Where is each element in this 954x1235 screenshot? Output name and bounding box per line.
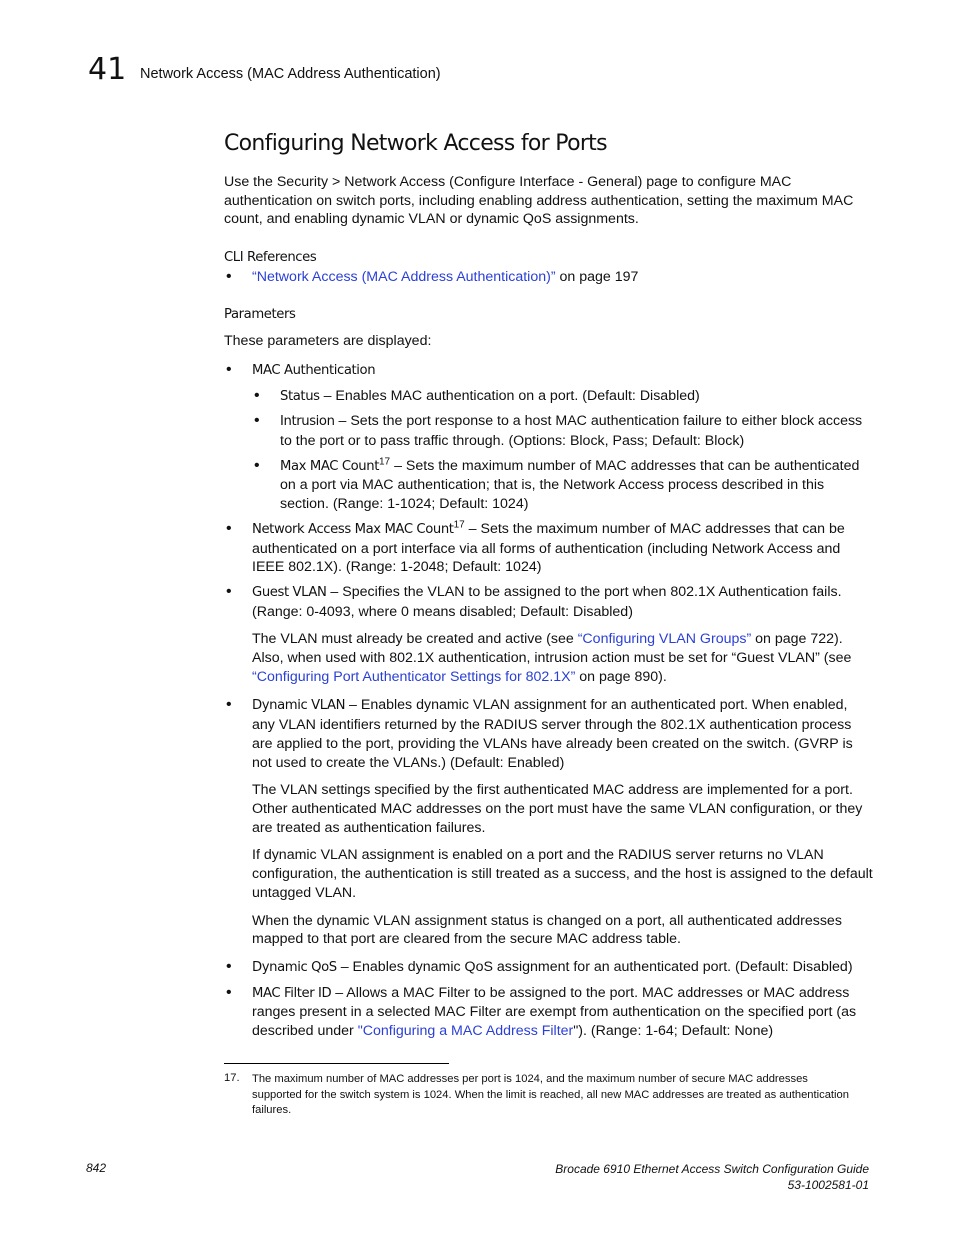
- section-title: Configuring Network Access for Ports: [224, 131, 607, 156]
- page-number: 842: [86, 1161, 107, 1175]
- param-network-access-max-mac-count: [224, 520, 874, 577]
- term-dynamic-qos: Dynamic QoS: [252, 959, 337, 975]
- term-mac-authentication: MAC Authentication: [252, 362, 376, 378]
- param-max-mac-count: [252, 457, 874, 514]
- param-mac-filter-id: [224, 984, 874, 1041]
- term-network-access-max-mac-count: Network Access Max MAC Count: [252, 521, 454, 537]
- link-configuring-vlan-groups[interactable]: “Configuring VLAN Groups”: [577, 631, 752, 648]
- max-mac-count-desc: – Sets the maximum number of MAC addresses that can be authenticated on a port via MAC authentication; that is, the Network Access process described in this section. (Range: 1-1024; Default: 1024): [280, 457, 860, 513]
- footnote-ref: 17: [379, 456, 391, 467]
- parameters-list: [224, 361, 874, 1041]
- dynamic-vlan-paragraph: The VLAN settings specified by the first authenticated MAC address are implemented for a port. Other authenticated MAC addresses on the port must have the same VLAN configuration, or they are treated as authentication failures.: [252, 782, 863, 836]
- dynamic-vlan-desc: – Enables dynamic VLAN assignment for an authenticated port. When enabled, any VLAN identifiers returned by the RADIUS server through the 802.1X authentication process are applied to the port, providing the VLANs have already been created on the switch. (GVRP is not used to create the VLANs.) (Default: Enabled): [252, 697, 853, 771]
- guest-vlan-note: [252, 630, 874, 686]
- link-configuring-mac-address-filter[interactable]: "Configuring a MAC Address Filter: [357, 1023, 574, 1040]
- main-content: [224, 173, 874, 1041]
- parameters-lead: These parameters are displayed:: [224, 333, 432, 350]
- param-status: [252, 387, 874, 407]
- parameters-heading: Parameters: [224, 306, 296, 322]
- term-mac-filter-id: MAC Filter ID: [252, 985, 332, 1001]
- book-title: Brocade 6910 Ethernet Access Switch Configuration Guide: [555, 1162, 869, 1176]
- mac-filter-desc: – Allows a MAC Filter to be assigned to the port. MAC addresses or MAC address ranges present in a selected MAC Filter are exempt from authentication on the specified port (as described under: [252, 984, 857, 1040]
- param-dynamic-qos: [224, 958, 874, 978]
- param-intrusion: [252, 412, 874, 450]
- footnote-divider: [224, 1063, 449, 1064]
- cli-reference-suffix: on page 197: [555, 268, 639, 285]
- intrusion-desc: – Sets the port response to a host MAC authentication failure to either block access to the port or to pass traffic through. (Options: Block, Pass; Default: Block): [280, 413, 863, 450]
- param-guest-vlan: [224, 583, 874, 687]
- doc-number: 53-1002581-01: [787, 1178, 869, 1192]
- term-status: Status: [280, 388, 320, 404]
- cli-references-heading: CLI References: [224, 250, 317, 266]
- note-text: The VLAN must already be created and active (see: [252, 631, 578, 648]
- dynamic-qos-desc: – Enables dynamic QoS assignment for an authenticated port. (Default: Disabled): [336, 958, 853, 975]
- dynamic-vlan-paragraph: When the dynamic VLAN assignment status is changed on a port, all authenticated addresses mapped to that port are cleared from the secure MAC address table.: [252, 912, 842, 948]
- chapter-number: 41: [88, 52, 127, 87]
- footnote-number: 17.: [224, 1072, 240, 1084]
- cli-reference-link[interactable]: “Network Access (MAC Address Authentication)”: [252, 268, 556, 285]
- guest-vlan-desc: – Specifies the VLAN to be assigned to the port when 802.1X Authentication fails. (Range: 0-4093, where 0 means disabled; Default: Disabled): [252, 583, 842, 620]
- footnote-text: The maximum number of MAC addresses per port is 1024, and the maximum number of secure MAC addresses supported for the switch system is 1024. When the limit is reached, all new MAC addresses are treated as authentication failures.: [252, 1073, 849, 1116]
- term-guest-vlan: Guest VLAN: [252, 584, 327, 600]
- term-intrusion: Intrusion: [280, 414, 335, 430]
- network-access-max-mac-count-desc: – Sets the maximum number of MAC addresses that can be authenticated on a port interface via all forms of authentication (including Network Access and IEEE 802.1X). (Range: 1-2048; Default: 1024): [252, 520, 845, 576]
- term-max-mac-count: Max MAC Count: [280, 458, 379, 474]
- status-desc: – Enables MAC authentication on a port. (Default: Disabled): [319, 387, 700, 404]
- mac-authentication-sublist: [252, 387, 874, 514]
- chapter-title: Network Access (MAC Address Authentication): [140, 66, 441, 82]
- link-configuring-port-authenticator[interactable]: “Configuring Port Authenticator Settings for 802.1X”: [252, 668, 576, 685]
- term-dynamic-vlan: Dynamic VLAN: [252, 698, 346, 714]
- note-text: on page 722). Also, when used with 802.1X authentication, intrusion action must be set for “Guest VLAN” (see: [252, 631, 852, 667]
- dynamic-vlan-paragraph: If dynamic VLAN assignment is enabled on a port and the RADIUS server returns no VLAN configuration, the authentication is still treated as a success, and the host is assigned to the default untagged VLAN.: [252, 847, 873, 901]
- footer-book-info: [555, 1161, 869, 1193]
- footnote-ref: 17: [453, 519, 465, 531]
- cli-references-list: [224, 268, 874, 287]
- param-dynamic-vlan: [224, 696, 874, 948]
- list-item: [224, 268, 874, 287]
- note-text: on page 890).: [575, 668, 667, 685]
- intro-paragraph: Use the Security > Network Access (Configure Interface - General) page to configure MAC authentication on switch ports, including enabling address authentication, setting the maximum MAC count, and enabling dynamic VLAN or dynamic QoS assignments.: [224, 174, 854, 228]
- mac-filter-desc-end: "). (Range: 1-64; Default: None): [573, 1023, 774, 1040]
- param-mac-authentication: [224, 361, 874, 514]
